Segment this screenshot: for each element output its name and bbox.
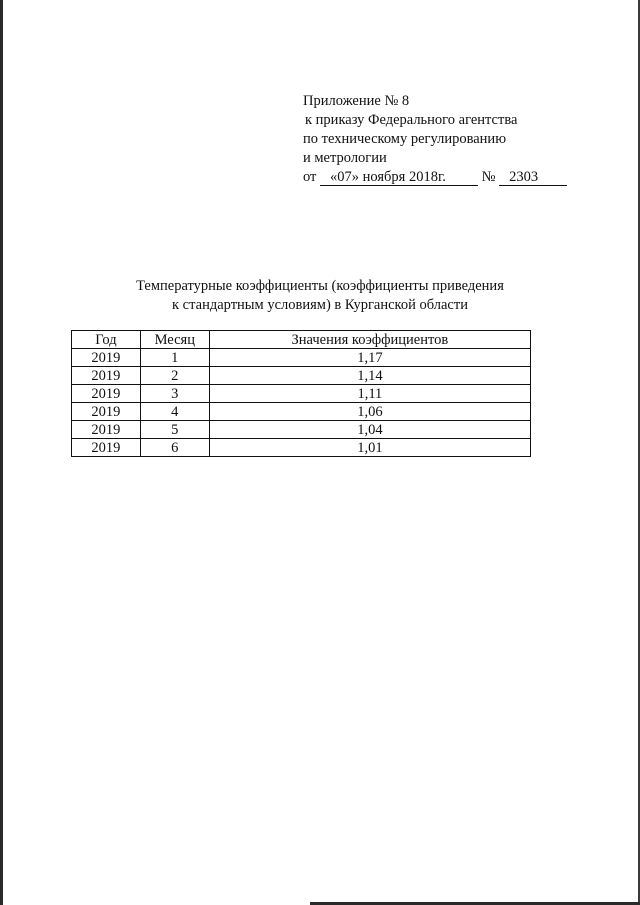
- appendix-agency-line: по техническому регулированию: [303, 131, 507, 147]
- cell-month: 2: [140, 367, 209, 385]
- cell-year: 2019: [72, 421, 141, 439]
- table-row: [72, 421, 531, 439]
- table-row: [72, 385, 531, 403]
- scan-edge-left: [0, 0, 3, 905]
- table-row: [72, 403, 531, 421]
- header-year: Год: [72, 331, 141, 349]
- cell-month: 3: [140, 385, 209, 403]
- cell-month: 5: [140, 421, 209, 439]
- order-date: «07» ноября 2018г.: [320, 169, 478, 186]
- appendix-number: Приложение № 8: [303, 93, 410, 109]
- table-header-row: [72, 331, 531, 349]
- title-line-2: к стандартным условиям) в Курганской области: [172, 297, 468, 313]
- document-title: [90, 277, 550, 315]
- header-value: Значения коэффициентов: [209, 331, 530, 349]
- cell-year: 2019: [72, 385, 141, 403]
- appendix-metrology-line: и метрологии: [303, 150, 387, 166]
- cell-value: 1,17: [209, 349, 530, 367]
- coefficients-table: [71, 330, 531, 457]
- cell-year: 2019: [72, 367, 141, 385]
- cell-year: 2019: [72, 403, 141, 421]
- cell-year: 2019: [72, 439, 141, 457]
- table-row: [72, 349, 531, 367]
- title-line-1: Температурные коэффициенты (коэффициенты приведения: [136, 278, 504, 294]
- cell-month: 1: [140, 349, 209, 367]
- appendix-header: [303, 92, 567, 187]
- table-row: [72, 367, 531, 385]
- cell-value: 1,04: [209, 421, 530, 439]
- cell-year: 2019: [72, 349, 141, 367]
- appendix-date-line: [303, 168, 567, 187]
- appendix-order-line: к приказу Федерального агентства: [305, 112, 518, 128]
- cell-value: 1,14: [209, 367, 530, 385]
- table-row: [72, 439, 531, 457]
- cell-value: 1,06: [209, 403, 530, 421]
- cell-month: 4: [140, 403, 209, 421]
- number-sign: №: [481, 169, 496, 185]
- cell-month: 6: [140, 439, 209, 457]
- cell-value: 1,01: [209, 439, 530, 457]
- date-prefix: от: [303, 169, 317, 185]
- cell-value: 1,11: [209, 385, 530, 403]
- order-number: 2303: [499, 169, 567, 186]
- header-month: Месяц: [140, 331, 209, 349]
